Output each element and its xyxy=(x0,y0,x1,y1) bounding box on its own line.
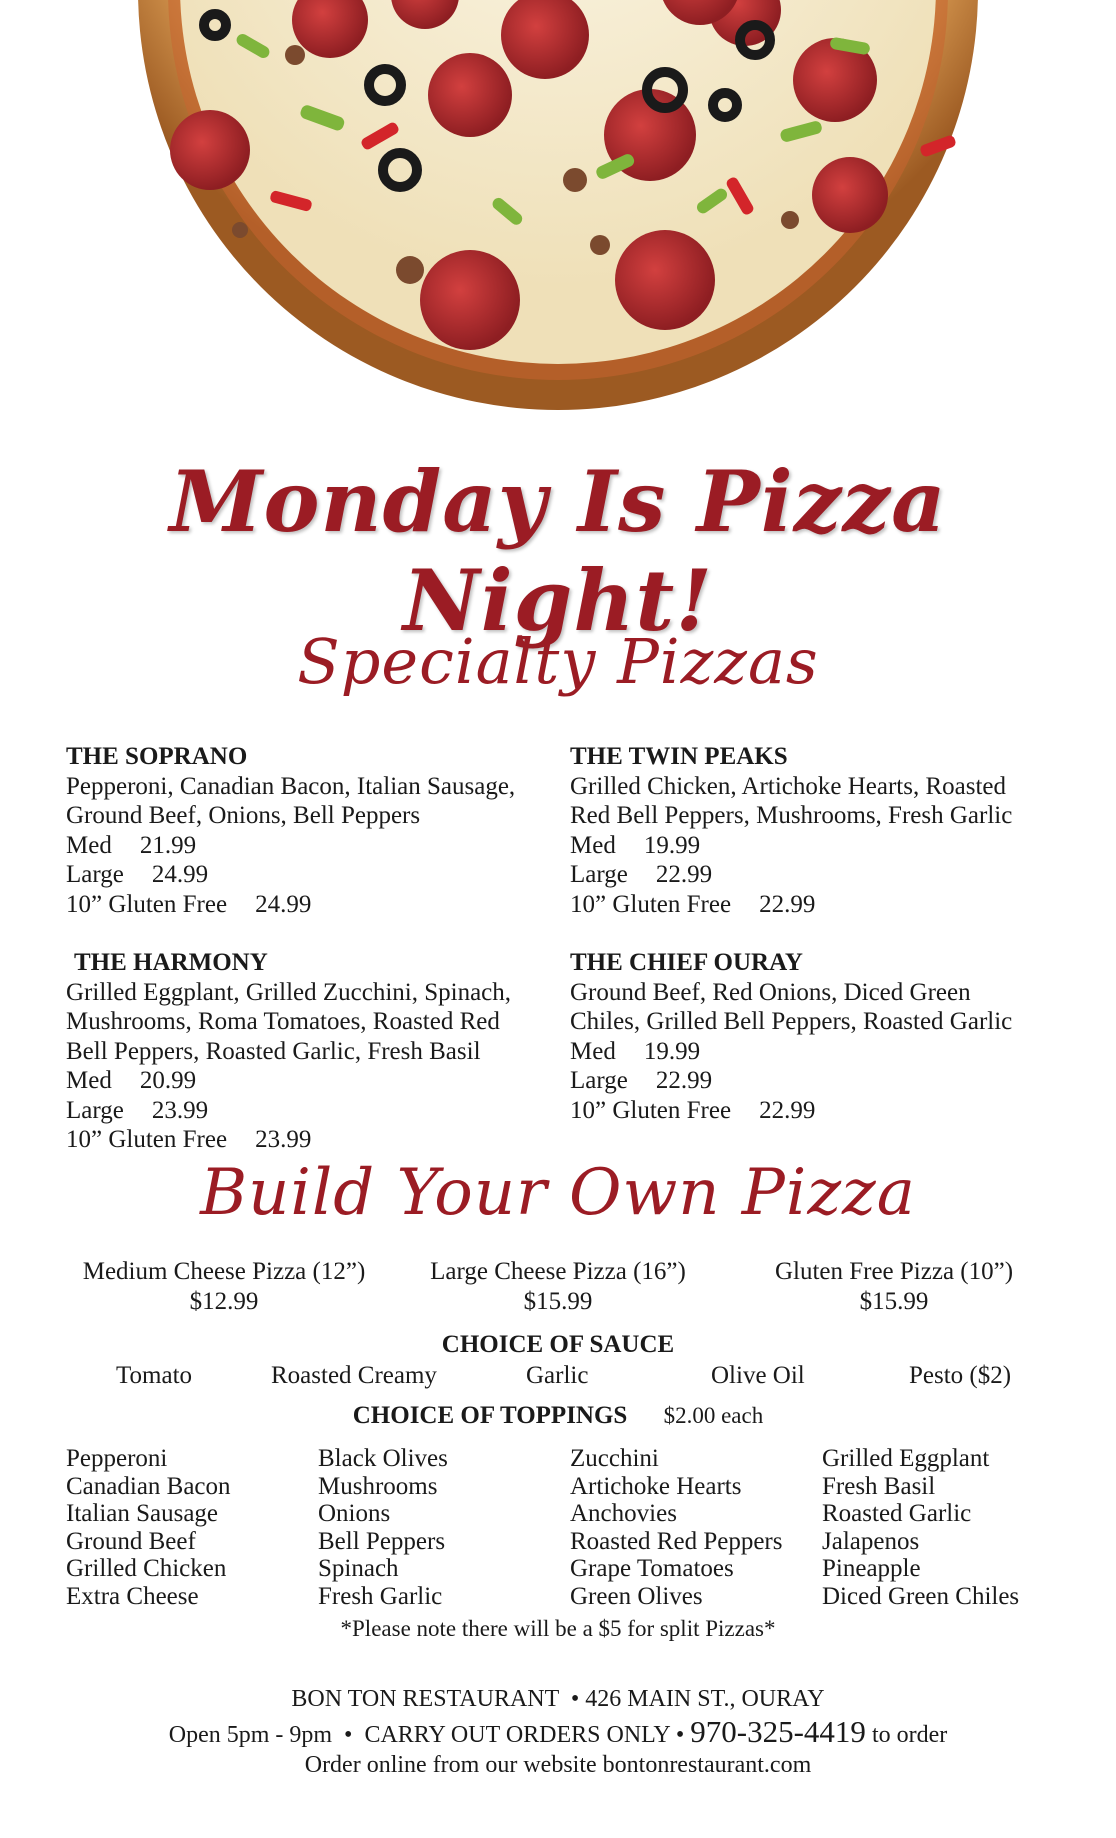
sauce-option: Tomato xyxy=(116,1362,193,1389)
size-medium xyxy=(44,1257,404,1317)
bullet-separator: • xyxy=(564,1686,580,1712)
toppings-column xyxy=(570,1445,820,1610)
topping-item: Artichoke Hearts xyxy=(570,1472,742,1500)
toppings-column xyxy=(822,1445,1072,1610)
size-price: $12.99 xyxy=(189,1288,259,1315)
pizza-image xyxy=(0,0,1116,410)
footer-line-1 xyxy=(0,1686,1116,1713)
website-line[interactable]: Order online from our website bontonrestaurant.com xyxy=(304,1752,812,1778)
price-large: Large 22.99 xyxy=(570,1067,713,1094)
price-large: Large 24.99 xyxy=(66,861,209,888)
topping-item: Onions xyxy=(318,1500,391,1527)
pizza-description: Grilled Eggplant, Grilled Zucchini, Spinach, xyxy=(66,978,512,1006)
pizza-harmony xyxy=(66,948,566,1155)
split-pizza-note: *Please note there will be a $5 for split Pizzas* xyxy=(340,1616,776,1641)
sauce-heading: CHOICE OF SAUCE xyxy=(441,1331,675,1358)
topping-item: Bell Peppers xyxy=(318,1527,446,1555)
topping-item: Pepperoni xyxy=(66,1445,168,1472)
topping-item: Jalapenos xyxy=(822,1527,920,1555)
footer-line-2 xyxy=(0,1714,1116,1750)
topping-item: Black Olives xyxy=(318,1445,448,1472)
topping-item: Canadian Bacon xyxy=(66,1472,231,1500)
size-label: Large Cheese Pizza (16”) xyxy=(430,1258,686,1285)
topping-item: Fresh Garlic xyxy=(318,1582,443,1610)
toppings-heading-row xyxy=(0,1402,1116,1430)
size-large xyxy=(378,1257,738,1317)
page-title: Monday Is Pizza Night! xyxy=(169,452,947,650)
sauce-option: Pesto ($2) xyxy=(909,1362,1012,1389)
restaurant-address: 426 MAIN ST., OURAY xyxy=(585,1686,825,1712)
price-gluten-free: 10” Gluten Free 22.99 xyxy=(570,890,816,918)
carry-out-notice: CARRY OUT ORDERS ONLY xyxy=(364,1722,670,1748)
bullet-separator: • xyxy=(675,1722,685,1748)
bullet-separator: • xyxy=(338,1722,359,1748)
topping-item: Grilled Chicken xyxy=(66,1555,227,1582)
price-gluten-free: 10” Gluten Free 22.99 xyxy=(570,1096,816,1124)
sauce-option: Roasted Creamy xyxy=(271,1362,437,1389)
phone-number[interactable]: 970-325-4419 xyxy=(690,1714,866,1749)
toppings-heading: CHOICE OF TOPPINGS xyxy=(352,1402,628,1429)
hours: Open 5pm - 9pm xyxy=(168,1722,333,1748)
pizza-description: Chiles, Grilled Bell Peppers, Roasted Garlic xyxy=(570,1008,1013,1035)
topping-item: Grilled Eggplant xyxy=(822,1445,990,1472)
price-medium: Med 20.99 xyxy=(66,1067,197,1094)
topping-item: Pineapple xyxy=(822,1555,921,1582)
topping-item: Italian Sausage xyxy=(66,1500,219,1527)
pizza-description: Mushrooms, Roma Tomatoes, Roasted Red xyxy=(66,1008,500,1035)
pizza-description: Grilled Chicken, Artichoke Hearts, Roasted xyxy=(570,772,1006,800)
size-price: $15.99 xyxy=(523,1288,593,1315)
pizza-description: Ground Beef, Red Onions, Diced Green xyxy=(570,978,971,1006)
pizza-chief-ouray xyxy=(570,948,1070,1125)
pizza-photo xyxy=(0,0,1116,410)
topping-item: Zucchini xyxy=(570,1445,659,1472)
restaurant-name: BON TON RESTAURANT xyxy=(291,1686,559,1712)
toppings-column xyxy=(318,1445,568,1610)
size-label: Medium Cheese Pizza (12”) xyxy=(82,1258,366,1285)
topping-item: Anchovies xyxy=(570,1500,677,1527)
topping-item: Fresh Basil xyxy=(822,1472,936,1500)
pizza-name: THE TWIN PEAKS xyxy=(570,743,788,770)
topping-item: Diced Green Chiles xyxy=(822,1582,1020,1610)
price-gluten-free: 10” Gluten Free 23.99 xyxy=(66,1126,312,1153)
price-medium: Med 19.99 xyxy=(570,1037,701,1065)
topping-item: Roasted Red Peppers xyxy=(570,1527,783,1555)
size-label: Gluten Free Pizza (10”) xyxy=(774,1258,1014,1285)
size-price: $15.99 xyxy=(859,1288,929,1315)
price-large: Large 23.99 xyxy=(66,1096,209,1124)
price-large: Large 22.99 xyxy=(570,861,713,888)
topping-item: Grape Tomatoes xyxy=(570,1555,734,1582)
pizza-description: Bell Peppers, Roasted Garlic, Fresh Basil xyxy=(66,1037,481,1065)
pizza-twin-peaks xyxy=(570,742,1070,919)
price-gluten-free: 10” Gluten Free 24.99 xyxy=(66,890,312,918)
topping-item: Mushrooms xyxy=(318,1472,438,1500)
topping-item: Roasted Garlic xyxy=(822,1500,972,1527)
price-medium: Med 19.99 xyxy=(570,831,701,859)
pizza-name: THE CHIEF OURAY xyxy=(570,949,803,976)
price-medium: Med 21.99 xyxy=(66,831,197,859)
topping-item: Ground Beef xyxy=(66,1527,196,1555)
pizza-soprano xyxy=(66,742,566,919)
toppings-price: $2.00 each xyxy=(663,1403,764,1428)
toppings-column xyxy=(66,1445,316,1610)
size-gluten-free xyxy=(714,1257,1074,1317)
topping-item: Extra Cheese xyxy=(66,1582,199,1610)
pizza-name: THE SOPRANO xyxy=(66,743,248,770)
pizza-description: Pepperoni, Canadian Bacon, Italian Sausage, xyxy=(66,772,516,800)
pizza-description: Ground Beef, Onions, Bell Peppers xyxy=(66,802,421,829)
specialty-pizzas-heading: Specialty Pizzas xyxy=(297,625,819,698)
sauce-option: Garlic xyxy=(526,1362,589,1389)
to-order-text: to order xyxy=(871,1722,948,1748)
sauce-option: Olive Oil xyxy=(711,1362,805,1389)
topping-item: Spinach xyxy=(318,1555,399,1582)
topping-item: Green Olives xyxy=(570,1582,703,1610)
build-your-own-heading: Build Your Own Pizza xyxy=(200,1156,916,1230)
pizza-description: Red Bell Peppers, Mushrooms, Fresh Garlic xyxy=(570,802,1013,829)
pizza-name: THE HARMONY xyxy=(74,949,268,976)
